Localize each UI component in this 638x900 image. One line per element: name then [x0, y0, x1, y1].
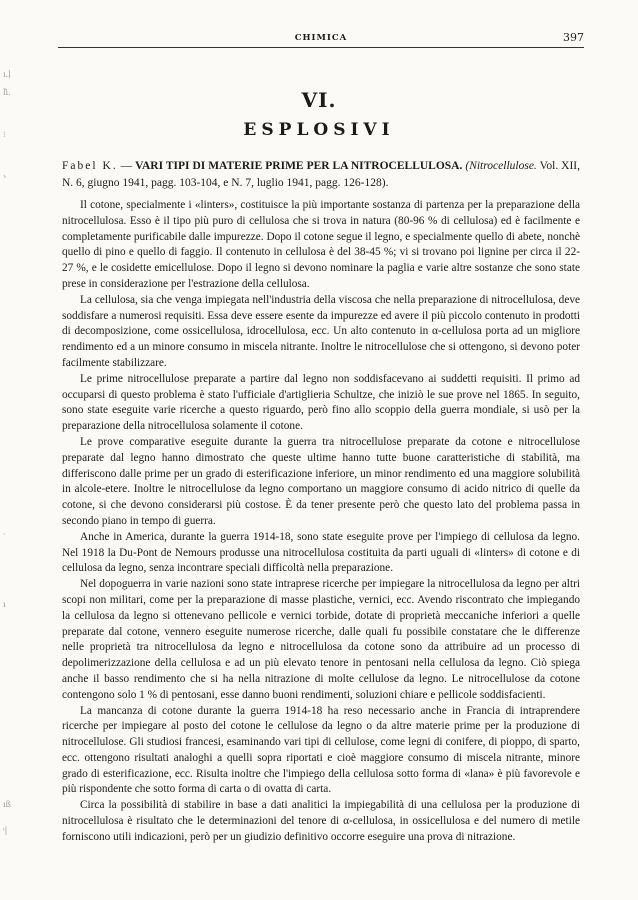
- paragraph: La mancanza di cotone durante la guerra 1914-18 ha reso necessario anche in Francia di intraprendere ricerche per impiegare al posto del cotone le cellulose da legno o da altre materie prime per la produzione di nitrocellulose. Gli studiosi francesi, esaminando vari tipi di cellulose, come legni di conifere, di pioppo, di sparto, ecc. ottengono risultati analoghi a quelli sopra riportati e cioè maggiore consumo di miscela nitrante, minore grado di esterificazione, ecc. Risulta inoltre che l'impiego della cellulosa sotto forma di «lana» è più favorevole e più rispondente che sotto forma di carta o di ovatta di carta.: [62, 704, 580, 796]
- margin-scan-marks: ı.ļ ľi. ⁝ › · ı ıß ⁱ|: [3, 70, 11, 835]
- chapter-title: ESPLOSIVI: [243, 120, 395, 140]
- abstract-body: [62, 158, 580, 846]
- running-header: [58, 31, 584, 48]
- ref-title: VARI TIPI DI MATERIE PRIME PER LA NITROCELLULOSA.: [135, 160, 463, 172]
- header-section: CHIMICA: [294, 33, 348, 43]
- ref-author: Fabel K.: [62, 160, 118, 172]
- paragraph: Il cotone, specialmente i «linters», costituisce la più importante sostanza di partenza per la preparazione della nitrocellulosa. Esso è il tipo più puro di cellulosa che si trova in natura (80-96 % di cellulosa) ed è facilmente e completamente purificabile dalle impurezze. Dopo il cotone segue il legno, e specialmente quello di abete, nonchè quello di pino e quello di faggio. Il contenuto in cellulosa è del 38-45 %; vi si trovano poi lignine per circa il 22-27 %, e le cosidette emicellulose. Dopo il legno si devono nominare la paglia e varie altre sostanze che sono state prese in considerazione per l'estrazione della cellulosa.: [62, 199, 580, 290]
- paragraph: Anche in America, durante la guerra 1914-18, sono state eseguite prove per l'impiego di cellulosa da legno. Nel 1918 la Du-Pont de Nemours produsse una nitrocellulosa costituita da parti uguali di «linters» di cotone e di cellulosa da legno, senza incontrare speciali difficoltà nella preparazione.: [62, 530, 580, 575]
- ref-journal: (Nitrocellulose.: [465, 160, 537, 172]
- paragraph: La cellulosa, sia che venga impiegata nell'industria della viscosa che nella preparazione di nitrocellulosa, deve soddisfare a numerosi requisiti. Essa deve essere esente da impurezze ed avere il più piccolo contenuto in prodotti di decomposizione, come ossicellulosa, idrocellulosa, ecc. Un alto contenuto in α-cellulosa porta ad un migliore rendimento ed a un minore consumo in miscela nitrante. Inoltre le nitrocellulose che si ottengono, si devono poter facilmente stabilizzare.: [62, 293, 580, 369]
- paragraph: Le prime nitrocellulose preparate a partire dal legno non soddisfacevano ai suddetti requisiti. Il primo ad occuparsi di questo problema è stato l'ufficiale d'artiglieria Schultze, che iniziò le sue prove nel 1865. In seguito, sono state eseguite varie ricerche a questo riguardo, però fino allo scoppio della guerra mondiale, si usò per la preparazione della nitrocellulosa solamente il cotone.: [62, 372, 580, 433]
- ref-separator: —: [117, 160, 136, 172]
- bibliographic-reference: [62, 158, 580, 192]
- page-number: 397: [563, 31, 584, 44]
- paragraph: Nel dopoguerra in varie nazioni sono state intraprese ricerche per impiegare la nitrocellulosa da legno per altri scopi non militari, come per la preparazione di masse plastiche, vernici, ecc. Avendo riscontrato che impiegando la cellulosa da legno si ottenevano pellicole e vernici torbide, dotate di proprietà meccaniche inferiori a quelle preparate dal cotone, vennero eseguite numerose ricerche, dalle quali fu possibile constatare che le differenze nelle proprietà tra nitrocellulosa da legno e nitrocellulosa da cotone sono da attribuire ad un processo di depolimerizzazione della cellulosa e ad un più elevato tenore in pentosani nella cellulosa da legno. Ciò spiega anche il basso rendimento che si ha nella nitrazione di molte cellulose da legno. Le nitrocellulose da cotone contengono solo 1 % di pentosani, esse danno buoni rendimenti, soluzioni chiare e pellicole soddisfacienti.: [62, 578, 580, 701]
- paragraph: Le prove comparative eseguite durante la guerra tra nitrocellulose preparate da cotone e nitrocellulose preparate dal legno hanno dimostrato che queste ultime hanno tutte buone caratteristiche di stabilità, ma differiscono dalle prime per un grado di esterificazione inferiore, un minor rendimento ed una maggiore solubilità in alcole-etere. Inoltre le nitrocellulose da legno comportano un maggiore consumo di acido nitrico di quelle da cotone, si che devono considerarsi più costose. È da tener presente però che questo lato del problema passa in secondo piano in tempo di guerra.: [62, 435, 580, 527]
- chapter-number: VI.: [301, 88, 337, 112]
- ref-details: Vol. XII, N. 6, giugno 1941, pagg. 103-104, e N. 7, luglio 1941, pagg. 126-128).: [62, 160, 581, 189]
- paragraph: Circa la possibilità di stabilire in base a dati analitici la impiegabilità di una cellulosa per la produzione di nitrocellulosa è risultato che le determinazioni del tenore di α-cellulosa, in ossicellulosa e del numero di metile forniscono utili indicazioni, però per un giudizio definitivo occorre eseguire una prova di nitrazione.: [62, 799, 580, 843]
